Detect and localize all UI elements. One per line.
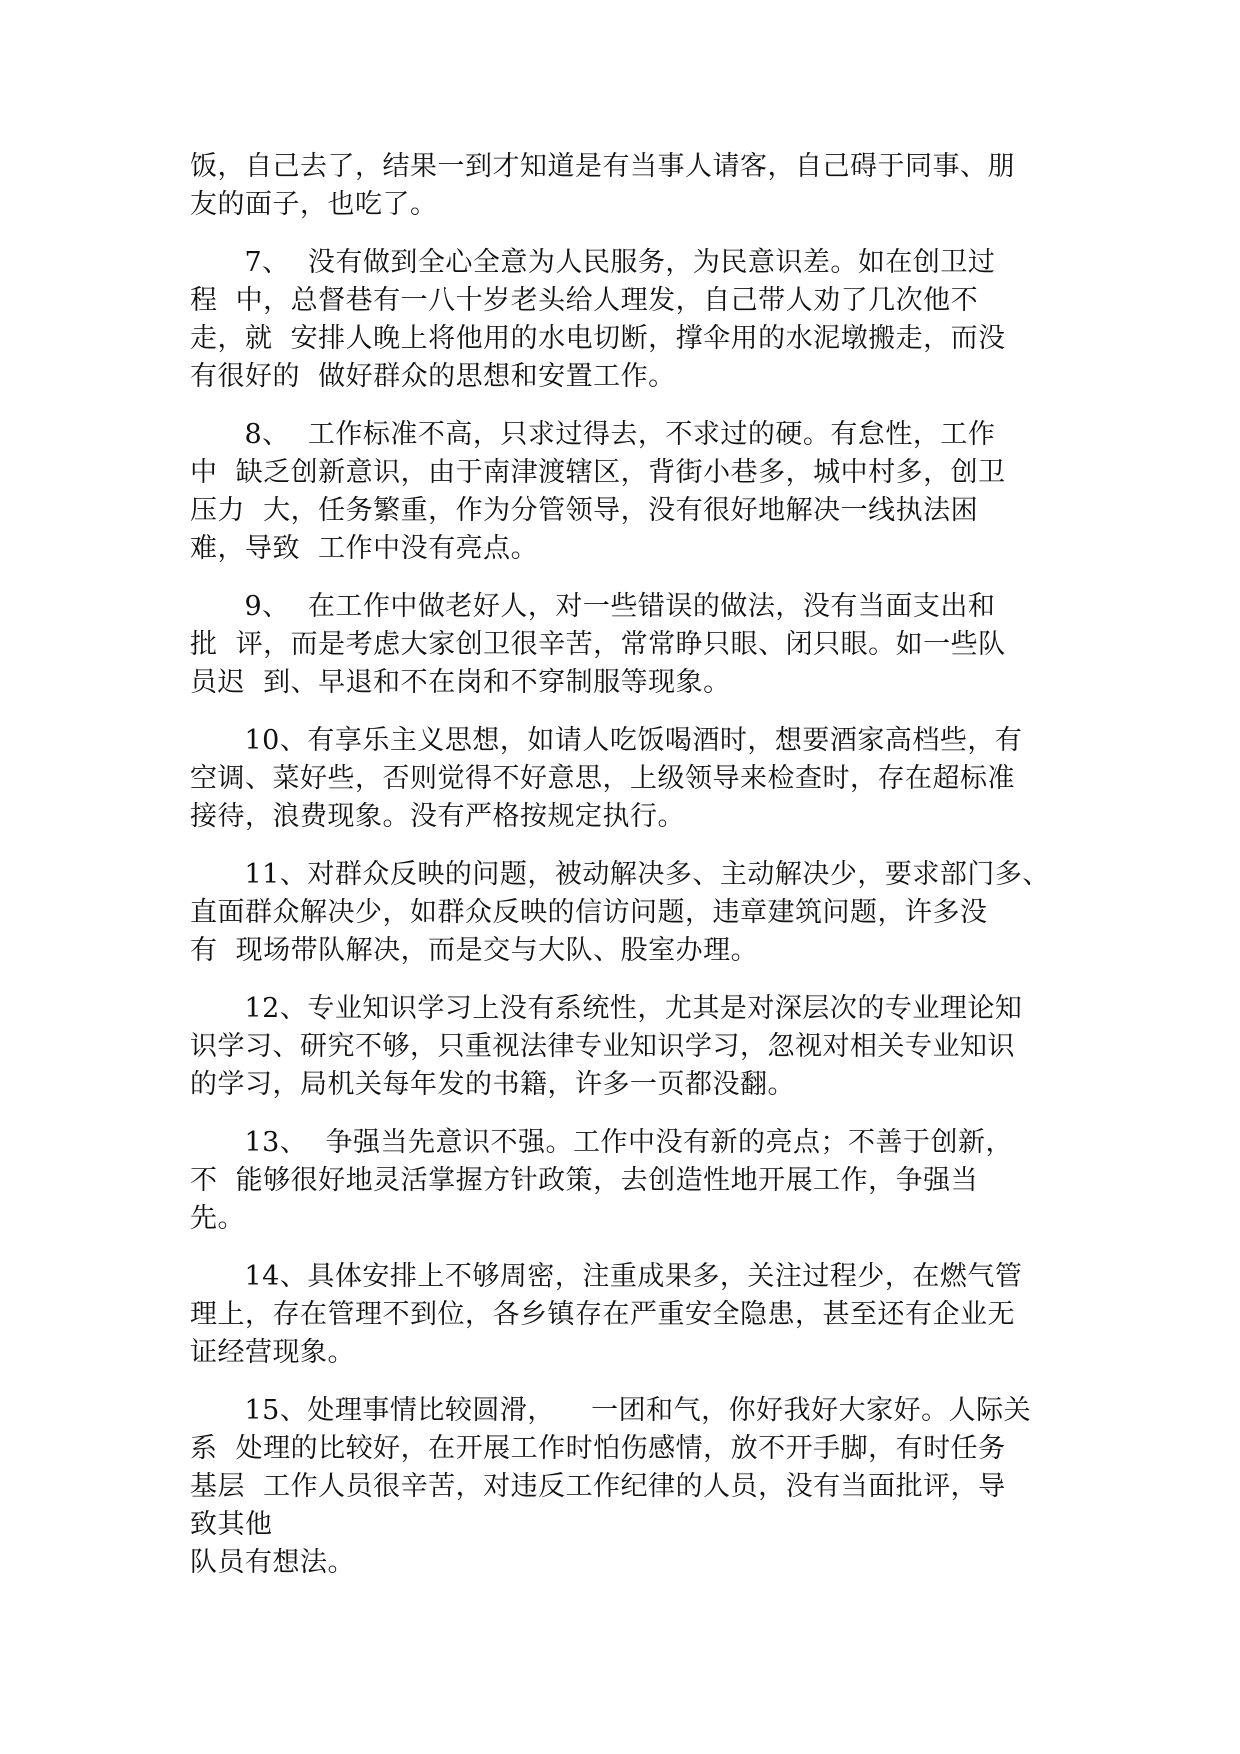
text-line: 11、对群众反映的问题，被动解决多、主动解决少，要求部门多、 [190,859,1050,890]
text-line: 接待，浪费现象。没有严格按规定执行。 [190,801,685,832]
text-line: 空调、菜好些，否则觉得不好意思，上级领导来检查时，存在超标准 [190,763,1015,794]
text-line: 7、 没有做到全心全意为人民服务，为民意识差。如在创卫过 [190,247,996,278]
text-line: 压力 大，任务繁重，作为分管领导，没有很好地解决一线执法困 [190,495,979,526]
text-line: 15、处理事情比较圆滑， 一团和气，你好我好大家好。人际关 [190,1395,1032,1426]
text-line: 饭，自己去了，结果一到才知道是有当事人请客，自己碍于同事、朋 [190,151,1015,182]
text-line: 8、 工作标准不高，只求过得去，不求过的硬。有怠性，工作 [190,419,996,450]
text-line: 有 现场带队解决，而是交与大队、股室办理。 [190,935,759,966]
text-line: 友的面子，也吃了。 [190,189,438,220]
text-line: 不 能够很好地灵活掌握方针政策，去创造性地开展工作，争强当 [190,1165,979,1196]
text-line: 有很好的 做好群众的思想和安置工作。 [190,361,676,392]
text-line: 直面群众解决少，如群众反映的信访问题，违章建筑问题，许多没 [190,897,988,928]
text-line: 10、有享乐主义思想，如请人吃饭喝酒时，想要酒家高档些，有 [190,725,1023,756]
text-line: 基层 工作人员很辛苦，对违反工作纪律的人员，没有当面批评，导 [190,1471,1006,1502]
text-line: 致其他 [190,1509,273,1540]
text-line: 队员有想法。 [190,1547,355,1578]
text-line: 14、具体安排上不够周密，注重成果多，关注过程少，在燃气管 [190,1261,1023,1292]
document-body [190,148,1050,1582]
text-line: 证经营现象。 [190,1337,355,1368]
text-line: 12、专业知识学习上没有系统性，尤其是对深层次的专业理论知 [190,993,1023,1024]
text-line: 中 缺乏创新意识，由于南津渡辖区，背街小巷多，城中村多，创卫 [190,457,1006,488]
text-line: 走，就 安排人晚上将他用的水电切断，撑伞用的水泥墩搬走，而没 [190,323,1006,354]
text-line: 难，导致 工作中没有亮点。 [190,533,539,564]
text-line: 先。 [190,1203,245,1234]
text-line: 员迟 到、早退和不在岗和不穿制服等现象。 [190,667,731,698]
text-line: 理上，存在管理不到位，各乡镇存在严重安全隐患，甚至还有企业无 [190,1299,1015,1330]
text-line: 识学习、研究不够，只重视法律专业知识学习，忽视对相关专业知识 [190,1031,1015,1062]
text-line: 的学习，局机关每年发的书籍，许多一页都没翻。 [190,1069,795,1100]
text-line: 系 处理的比较好，在开展工作时怕伤感情，放不开手脚，有时任务 [190,1433,1006,1464]
text-line: 批 评，而是考虑大家创卫很辛苦，常常睁只眼、闭只眼。如一些队 [190,629,1006,660]
text-line: 9、 在工作中做老好人，对一些错误的做法，没有当面支出和 [190,591,996,622]
text-line: 13、 争强当先意识不强。工作中没有新的亮点；不善于创新， [190,1127,1014,1158]
text-line: 程 中，总督巷有一八十岁老头给人理发，自己带人劝了几次他不 [190,285,979,316]
